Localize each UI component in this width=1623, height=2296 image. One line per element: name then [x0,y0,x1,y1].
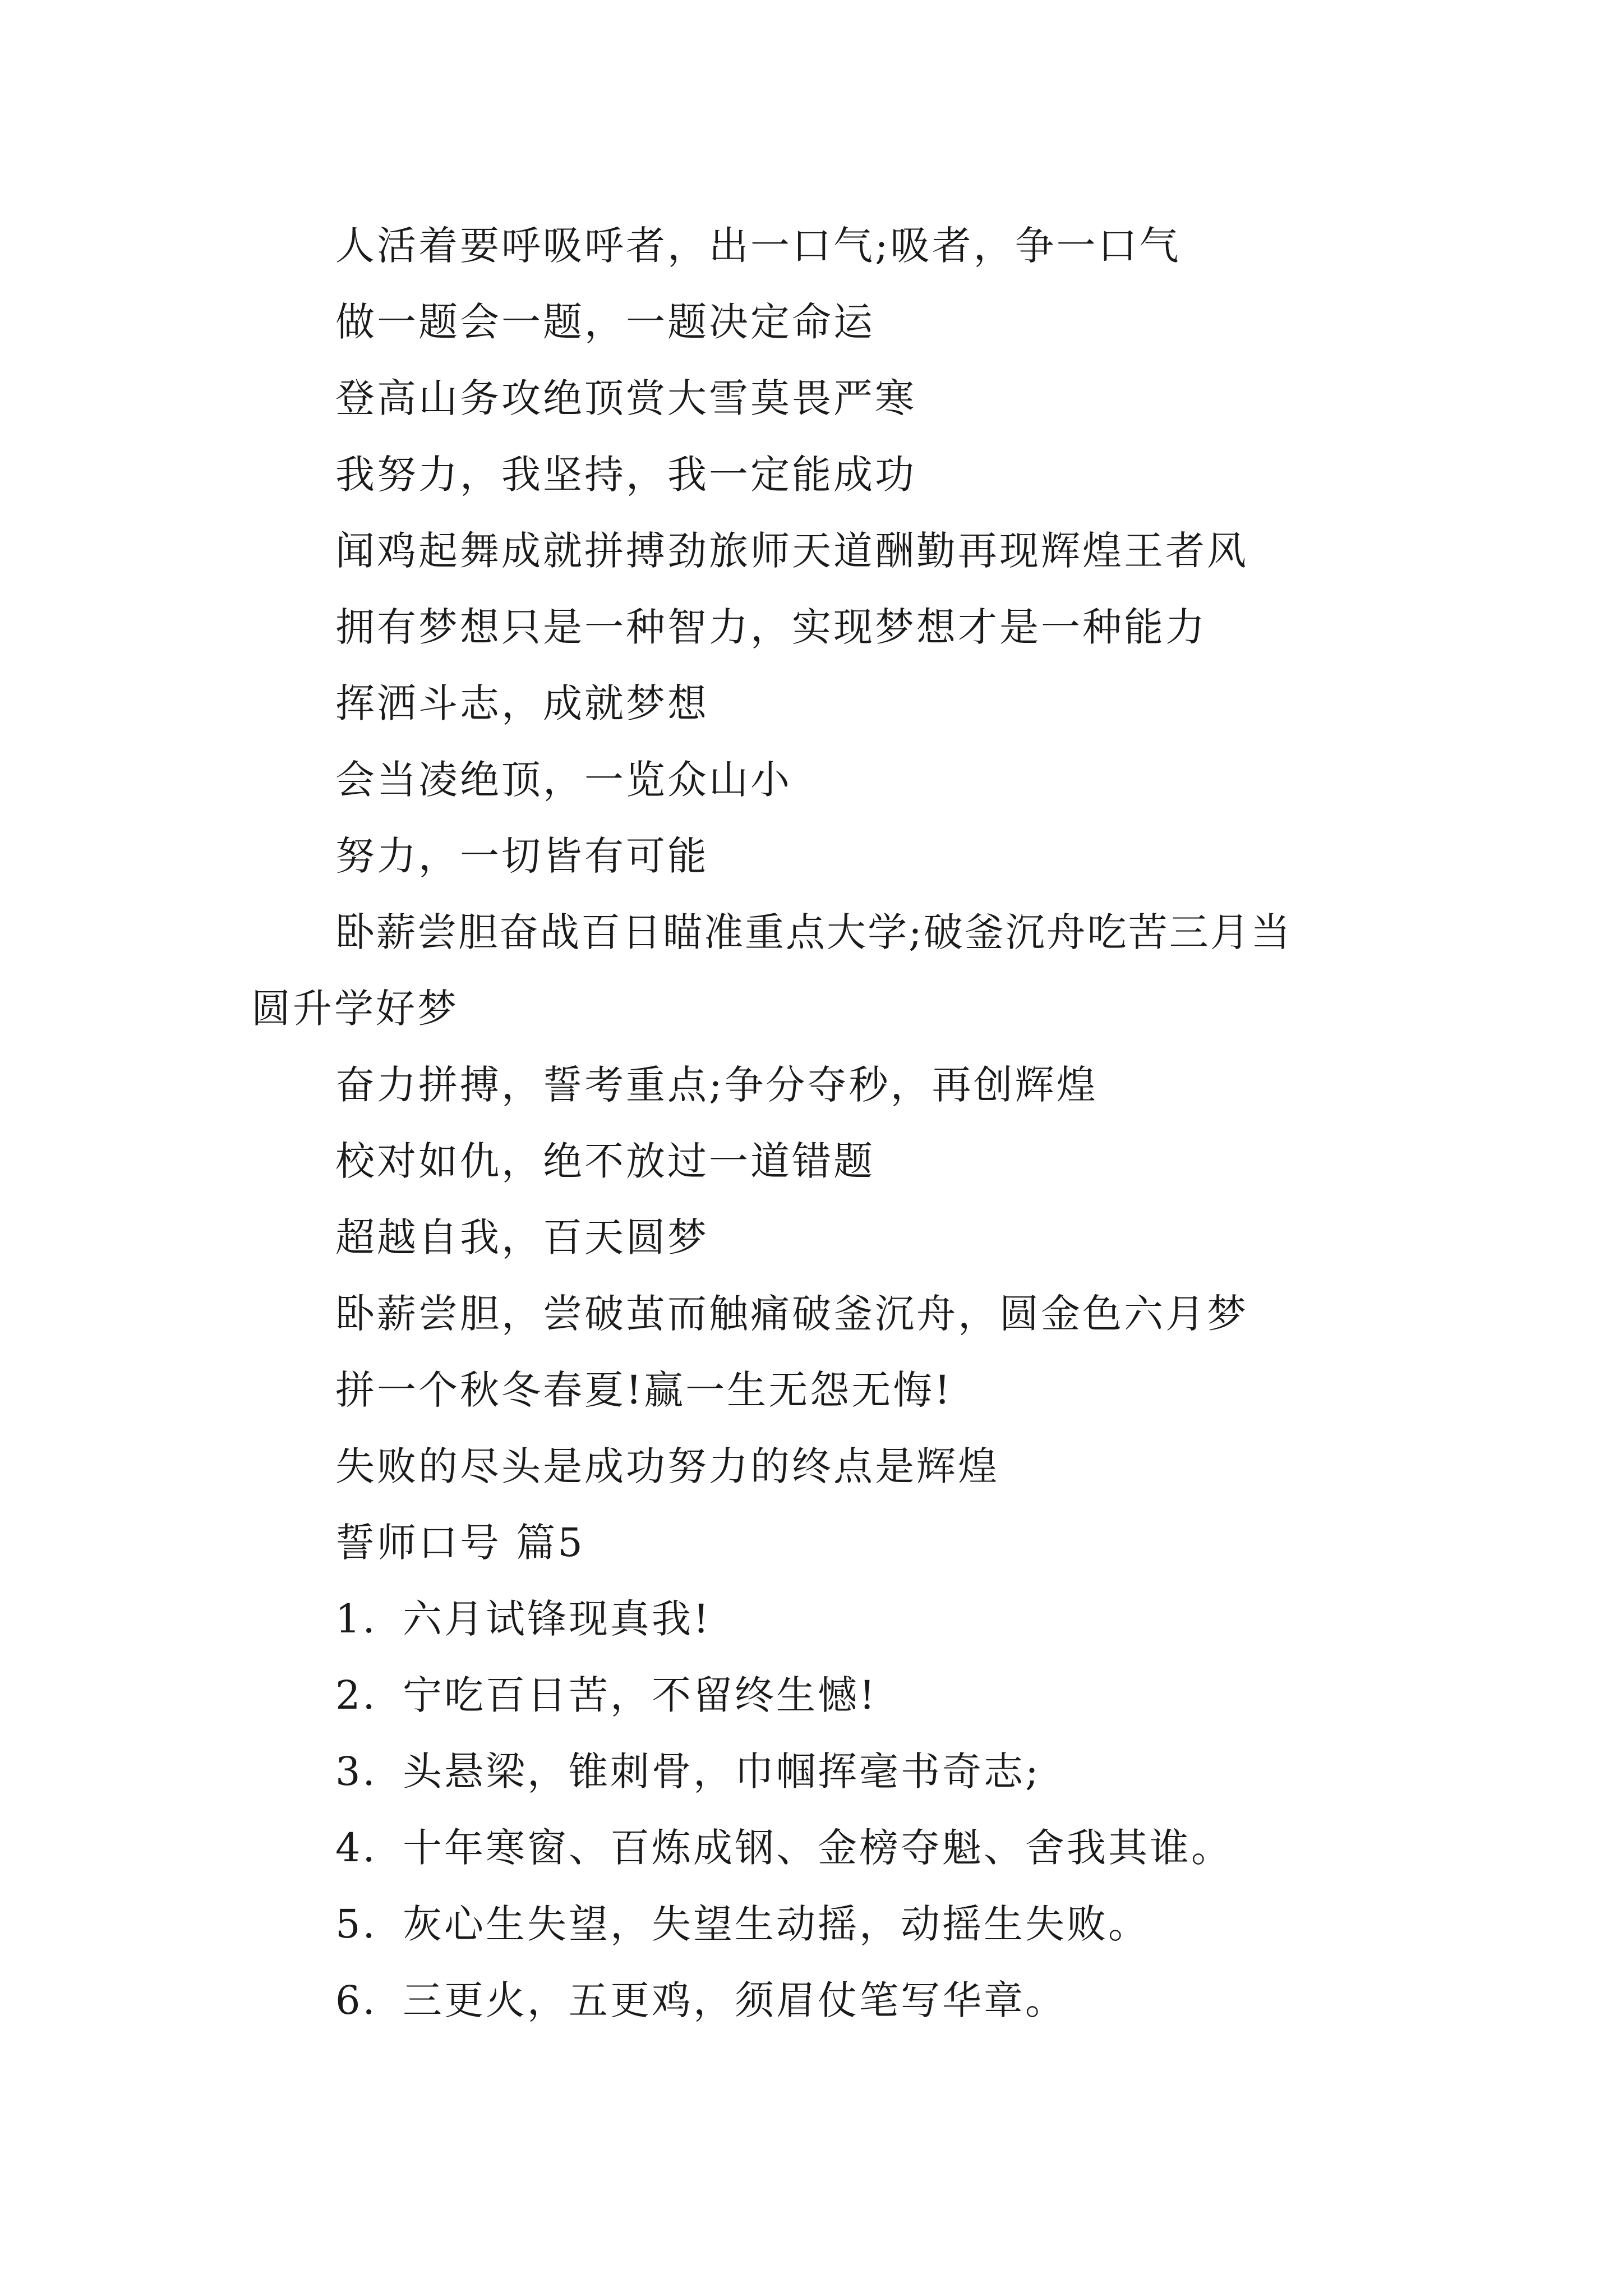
text-line: 拥有梦想只是一种智力，实现梦想才是一种能力 [335,604,1207,650]
numbered-item [251,1810,1407,1886]
item-text: 头悬梁，锥刺骨，巾帼挥毫书奇志; [403,1749,1041,1795]
text-line: 我努力，我坚持，我一定能成功 [335,452,916,498]
item-text: 宁吃百日苦，不留终生憾! [403,1672,878,1718]
text-line: 会当凌绝顶，一览众山小 [335,757,792,803]
item-text: 十年寒窗、百炼成钢、金榜夺魁、舍我其谁。 [403,1825,1233,1871]
item-number: 5. [335,1901,377,1947]
text-line: 超越自我，百天圆梦 [335,1214,709,1260]
document-body [251,208,1407,2039]
item-text: 六月试锋现真我! [403,1596,712,1642]
text-line-continued: 圆升学好梦 [251,986,459,1032]
text-line: 卧薪尝胆奋战百日瞄准重点大学;破釜沉舟吃苦三月当 [335,909,1292,955]
numbered-item [251,1581,1407,1657]
numbered-item [251,1962,1407,2039]
text-line: 闻鸡起舞成就拼搏劲旅师天道酬勤再现辉煌王者风 [335,528,1248,574]
item-number: 4. [335,1825,377,1871]
text-line: 奋力拼搏，誓考重点;争分夺秒，再创辉煌 [335,1062,1098,1108]
text-line: 做一题会一题，一题决定命运 [335,299,875,345]
text-line: 人活着要呼吸呼者，出一口气;吸者，争一口气 [335,223,1181,269]
text-line: 拼一个秋冬春夏!赢一生无怨无悔! [335,1367,953,1413]
text-line: 失败的尽头是成功努力的终点是辉煌 [335,1443,999,1489]
item-number: 3. [335,1749,377,1795]
text-line: 登高山务攻绝顶赏大雪莫畏严寒 [335,375,916,421]
numbered-item [251,1657,1407,1733]
numbered-item [251,1886,1407,1962]
text-line: 努力，一切皆有可能 [335,833,709,879]
text-line: 挥洒斗志，成就梦想 [335,680,709,726]
item-number: 1. [335,1596,377,1642]
text-line: 校对如仇，绝不放过一道错题 [335,1138,875,1184]
item-number: 2. [335,1672,377,1718]
text-line: 卧薪尝胆，尝破茧而触痛破釜沉舟，圆金色六月梦 [335,1291,1248,1337]
item-text: 灰心生失望，失望生动摇，动摇生失败。 [403,1901,1150,1947]
section-heading: 誓师口号 篇5 [335,1520,585,1566]
item-text: 三更火，五更鸡，须眉仗笔写华章。 [403,1977,1067,2023]
numbered-item [251,1733,1407,1810]
item-number: 6. [335,1977,377,2023]
